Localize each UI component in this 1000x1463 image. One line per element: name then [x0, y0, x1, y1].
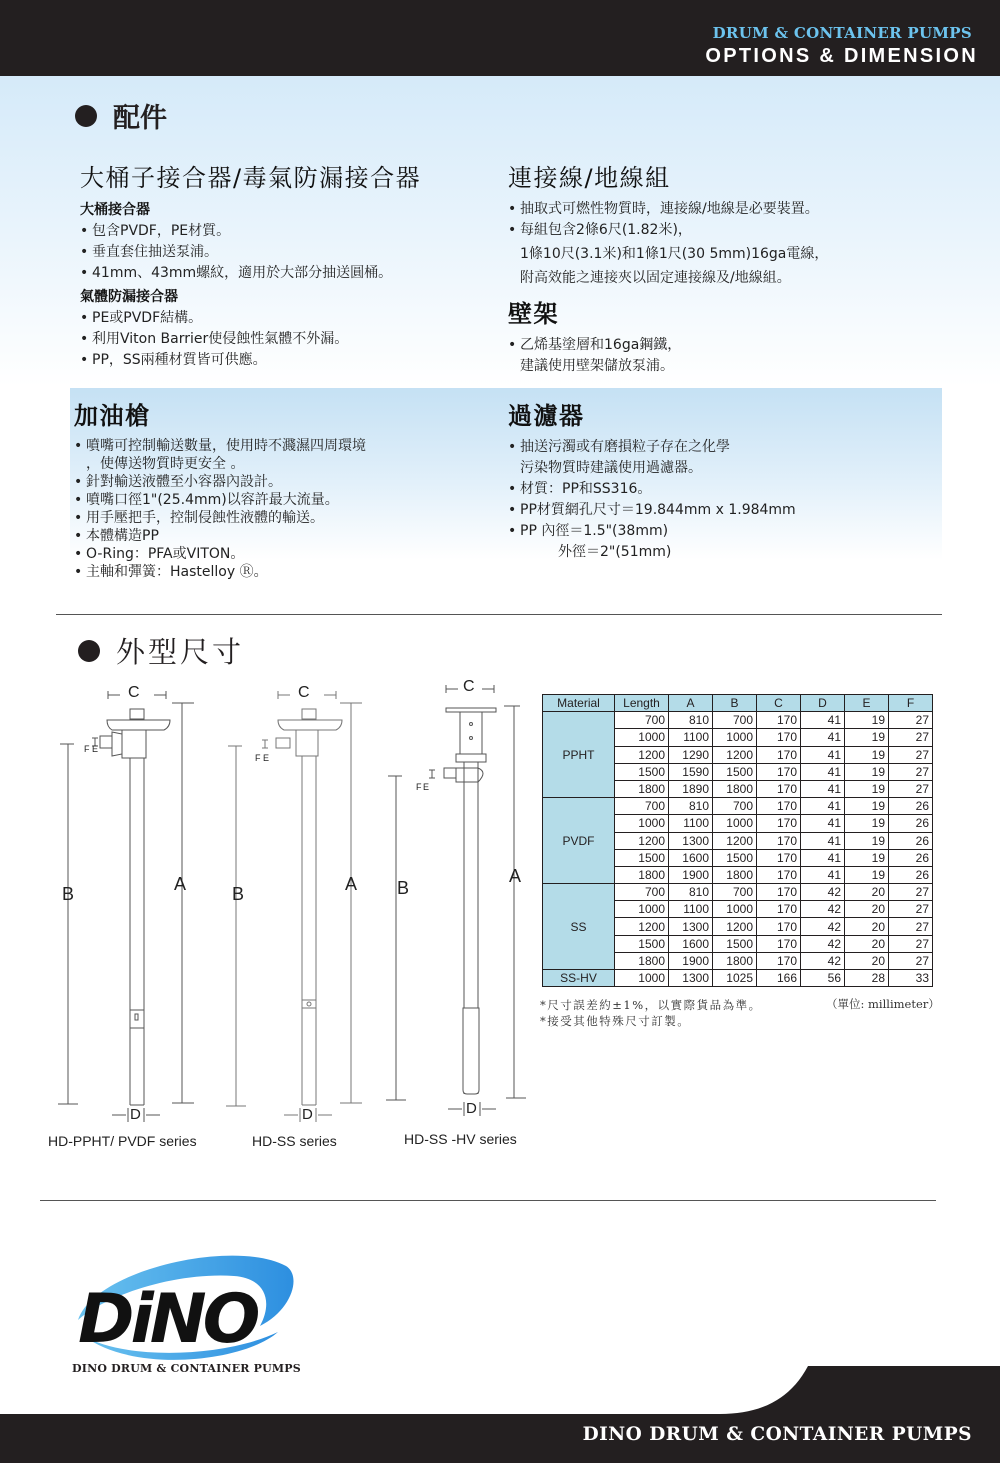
list-item — [74, 437, 494, 473]
table-cell: 1100 — [669, 815, 713, 832]
series-label-ss: HD-SS series — [252, 1133, 337, 1149]
table-cell: 170 — [757, 729, 801, 746]
table-cell: 170 — [757, 866, 801, 883]
table-cell: 170 — [757, 952, 801, 969]
column-header: D — [801, 695, 845, 712]
dim-label-f: F — [416, 782, 422, 792]
table-cell: 700 — [713, 798, 757, 815]
section-divider — [40, 1200, 936, 1201]
table-cell: 1000 — [713, 815, 757, 832]
footnote: *尺寸誤差約±1%，以實際貨品為準。 — [540, 998, 762, 1012]
list-item: • 本體構造PP — [74, 527, 494, 545]
table-cell: 170 — [757, 763, 801, 780]
table-cell: 27 — [889, 746, 933, 763]
list-item-text: • PP 內徑＝1.5"(38mm) — [520, 523, 669, 539]
list-item: • PP，SS兩種材質皆可供應。 — [80, 350, 490, 371]
table-cell: 1500 — [615, 849, 669, 866]
table-cell: 1300 — [669, 970, 713, 987]
drum-adapter-title: 大桶子接合器/毒氣防漏接合器 — [80, 164, 422, 192]
dim-label-c: C — [128, 684, 140, 701]
table-cell: 20 — [845, 952, 889, 969]
material-cell: SS-HV — [543, 970, 615, 987]
table-cell: 26 — [889, 849, 933, 866]
table-cell: 1900 — [669, 952, 713, 969]
table-cell: 170 — [757, 780, 801, 797]
table-cell: 1000 — [615, 729, 669, 746]
table-cell: 1800 — [615, 866, 669, 883]
accessories-heading — [75, 96, 167, 135]
series-label-ppht-pvdf: HD-PPHT/ PVDF series — [48, 1133, 197, 1149]
table-cell: 170 — [757, 849, 801, 866]
table-cell: 26 — [889, 866, 933, 883]
wall-bracket-title: 壁架 — [508, 300, 559, 328]
table-cell: 1200 — [713, 918, 757, 935]
table-cell: 42 — [801, 952, 845, 969]
table-cell: 700 — [615, 798, 669, 815]
table-cell: 20 — [845, 901, 889, 918]
pump-drawing-ss-hv — [386, 685, 526, 1116]
table-cell: 1890 — [669, 780, 713, 797]
list-item-text: ，使傳送物質時更安全 。 — [86, 456, 245, 472]
column-header: E — [845, 695, 889, 712]
list-item-text: • 每組包含2條6尺(1.82米)， — [520, 222, 692, 238]
list-item-text: • 抽送污濁或有磨損粒子存在之化學 — [520, 439, 730, 455]
table-cell: 1500 — [713, 935, 757, 952]
table-cell: 33 — [889, 970, 933, 987]
nozzle-title: 加油槍 — [74, 402, 151, 430]
pump-drawings — [40, 672, 540, 1132]
table-cell: 41 — [801, 763, 845, 780]
table-cell: 810 — [669, 884, 713, 901]
list-item — [508, 437, 948, 479]
table-cell: 27 — [889, 729, 933, 746]
header-title: OPTIONS & DIMENSION — [705, 45, 978, 67]
table-cell: 1900 — [669, 866, 713, 883]
table-cell: 1500 — [615, 763, 669, 780]
table-cell: 1200 — [713, 746, 757, 763]
accessories-title: 配件 — [113, 103, 167, 134]
list-item: • O-Ring：PFA或VITON。 — [74, 545, 494, 563]
table-cell: 1300 — [669, 918, 713, 935]
table-cell: 1590 — [669, 763, 713, 780]
table-cell: 19 — [845, 746, 889, 763]
material-cell: SS — [543, 884, 615, 970]
table-cell: 41 — [801, 866, 845, 883]
table-header-row — [543, 695, 933, 712]
table-cell: 1500 — [713, 849, 757, 866]
table-row — [543, 798, 933, 815]
table-cell: 1300 — [669, 832, 713, 849]
footer-title: DINO DRUM & CONTAINER PUMPS — [582, 1424, 972, 1445]
group-heading: 氣體防漏接合器 — [80, 289, 178, 305]
table-cell: 1800 — [713, 866, 757, 883]
table-cell: 19 — [845, 712, 889, 729]
table-cell: 1000 — [615, 970, 669, 987]
table-cell: 27 — [889, 763, 933, 780]
filter-box — [508, 396, 948, 563]
table-cell: 170 — [757, 712, 801, 729]
table-cell: 1800 — [615, 952, 669, 969]
table-cell: 1600 — [669, 935, 713, 952]
dim-label-d: D — [466, 1100, 477, 1117]
table-cell: 1200 — [615, 918, 669, 935]
table-cell: 1200 — [615, 746, 669, 763]
list-item-text: 外徑＝2"(51mm) — [558, 544, 672, 560]
material-cell: PPHT — [543, 712, 615, 798]
table-cell: 20 — [845, 918, 889, 935]
grounding-box — [508, 158, 948, 289]
table-cell: 170 — [757, 901, 801, 918]
list-item: • 垂直套住抽送泵浦。 — [80, 242, 490, 263]
list-item: • 包含PVDF，PE材質。 — [80, 221, 490, 242]
dim-label-c: C — [463, 678, 475, 695]
list-item — [508, 199, 948, 220]
column-header: B — [713, 695, 757, 712]
table-cell: 1600 — [669, 849, 713, 866]
table-cell: 27 — [889, 918, 933, 935]
table-cell: 26 — [889, 832, 933, 849]
table-cell: 1000 — [713, 729, 757, 746]
column-header: C — [757, 695, 801, 712]
table-cell: 41 — [801, 815, 845, 832]
table-cell: 1000 — [615, 901, 669, 918]
dim-label-a: A — [509, 866, 522, 886]
table-cell: 56 — [801, 970, 845, 987]
group-heading: 大桶接合器 — [80, 202, 150, 218]
dim-label-a: A — [174, 874, 187, 894]
dim-label-b: B — [62, 884, 75, 904]
table-cell: 26 — [889, 815, 933, 832]
table-cell: 19 — [845, 832, 889, 849]
column-header: Material — [543, 695, 615, 712]
table-cell: 1000 — [713, 901, 757, 918]
table-cell: 1100 — [669, 901, 713, 918]
table-cell: 170 — [757, 798, 801, 815]
bullet-dot-icon — [78, 640, 100, 662]
list-item: • PP材質網孔尺寸＝19.844mm x 1.984mm — [508, 500, 948, 521]
dim-label-a: A — [345, 874, 358, 894]
list-item — [508, 220, 948, 289]
table-cell: 1800 — [713, 780, 757, 797]
table-cell: 20 — [845, 884, 889, 901]
section-divider — [56, 614, 942, 615]
filter-title: 過濾器 — [508, 402, 585, 430]
table-cell: 28 — [845, 970, 889, 987]
material-cell: PVDF — [543, 798, 615, 884]
table-cell: 27 — [889, 780, 933, 797]
logo-caption: DINO DRUM & CONTAINER PUMPS — [72, 1362, 301, 1375]
table-cell: 1200 — [615, 832, 669, 849]
footer-band — [0, 1360, 1000, 1463]
list-item — [508, 335, 948, 377]
dim-label-f: F — [255, 753, 261, 763]
table-cell: 166 — [757, 970, 801, 987]
table-cell: 19 — [845, 763, 889, 780]
table-cell: 1290 — [669, 746, 713, 763]
table-cell: 42 — [801, 918, 845, 935]
table-cell: 27 — [889, 901, 933, 918]
table-cell: 1500 — [615, 935, 669, 952]
table-cell: 26 — [889, 798, 933, 815]
wall-bracket-box — [508, 294, 948, 377]
table-cell: 41 — [801, 712, 845, 729]
table-cell: 20 — [845, 935, 889, 952]
table-cell: 810 — [669, 798, 713, 815]
grounding-title: 連接線/地線組 — [508, 164, 671, 192]
table-cell: 27 — [889, 952, 933, 969]
table-cell: 700 — [713, 712, 757, 729]
column-header: Length — [615, 695, 669, 712]
pump-drawing-ppht-pvdf — [58, 691, 194, 1122]
table-cell: 1800 — [713, 952, 757, 969]
table-cell: 19 — [845, 815, 889, 832]
dim-label-c: C — [298, 684, 310, 701]
table-cell: 1800 — [615, 780, 669, 797]
table-cell: 19 — [845, 798, 889, 815]
table-cell: 170 — [757, 815, 801, 832]
table-cell: 27 — [889, 712, 933, 729]
list-item — [508, 521, 948, 563]
table-row — [543, 884, 933, 901]
table-cell: 41 — [801, 849, 845, 866]
dim-label-d: D — [130, 1106, 141, 1123]
unit-label: （單位: millimeter） — [826, 997, 940, 1011]
dino-logo — [64, 1240, 304, 1380]
drum-adapter-box — [80, 158, 490, 371]
dim-label-f: F — [84, 744, 90, 754]
list-item: • 噴嘴口徑1"(25.4mm)以容許最大流量。 — [74, 491, 494, 509]
list-item: • 41mm、43mm螺紋，適用於大部分抽送圓桶。 — [80, 263, 490, 284]
nozzle-box — [74, 396, 494, 581]
table-row — [543, 712, 933, 729]
column-header: A — [669, 695, 713, 712]
table-cell: 1000 — [615, 815, 669, 832]
table-cell: 41 — [801, 729, 845, 746]
list-item: • 針對輸送液體至小容器內設計。 — [74, 473, 494, 491]
list-item-text: 建議使用壁架儲放泵浦。 — [520, 358, 674, 374]
table-cell: 27 — [889, 935, 933, 952]
table-cell: 42 — [801, 901, 845, 918]
table-cell: 41 — [801, 746, 845, 763]
table-cell: 170 — [757, 935, 801, 952]
table-cell: 19 — [845, 729, 889, 746]
table-cell: 41 — [801, 832, 845, 849]
table-cell: 1100 — [669, 729, 713, 746]
table-cell: 170 — [757, 832, 801, 849]
dim-label-e: E — [263, 753, 270, 763]
table-body — [543, 712, 933, 987]
list-item-text: • 噴嘴可控制輸送數量，使用時不濺濕四周環境 — [86, 438, 366, 454]
table-cell: 1200 — [713, 832, 757, 849]
table-cell: 41 — [801, 798, 845, 815]
dim-label-e: E — [423, 782, 430, 792]
bullet-dot-icon — [75, 105, 97, 127]
list-item-text: 污染物質時建議使用過濾器。 — [520, 460, 702, 476]
list-item-text: 附高效能之連接夾以固定連接線及/地線組。 — [520, 270, 791, 286]
list-item: • 主軸和彈簧：Hastelloy Ⓡ。 — [74, 563, 494, 581]
table-cell: 700 — [713, 884, 757, 901]
table-cell: 700 — [615, 712, 669, 729]
dim-label-b: B — [232, 884, 245, 904]
list-item-text: 1條10尺(3.1米)和1條1尺(30 5mm)16ga電線， — [520, 246, 829, 262]
column-header: F — [889, 695, 933, 712]
table-cell: 700 — [615, 884, 669, 901]
list-item: • PE或PVDF結構。 — [80, 308, 490, 329]
dim-label-b: B — [397, 878, 410, 898]
dimension-table — [542, 694, 933, 987]
dim-label-e: E — [92, 744, 99, 754]
dimensions-title: 外型尺寸 — [116, 635, 245, 669]
pump-drawing-ss — [226, 691, 362, 1122]
table-cell: 170 — [757, 746, 801, 763]
list-item-text: • 乙烯基塗層和16ga鋼鐵， — [520, 337, 682, 353]
header-subtitle: DRUM & CONTAINER PUMPS — [712, 24, 972, 42]
table-cell: 27 — [889, 884, 933, 901]
table-cell: 170 — [757, 918, 801, 935]
list-item: • 用手壓把手，控制侵蝕性液體的輸送。 — [74, 509, 494, 527]
series-label-ss-hv: HD-SS -HV series — [404, 1131, 517, 1147]
logo-wordmark: DiNO — [78, 1280, 257, 1359]
table-cell: 19 — [845, 866, 889, 883]
table-cell: 19 — [845, 849, 889, 866]
list-item: • 利用Viton Barrier使侵蝕性氣體不外漏。 — [80, 329, 490, 350]
table-cell: 42 — [801, 884, 845, 901]
dim-label-d: D — [302, 1106, 313, 1123]
list-item-text: 抽取式可燃性物質時，連接線/地線是必要裝置。 — [520, 201, 819, 217]
list-item: • 材質：PP和SS316。 — [508, 479, 948, 500]
table-row — [543, 970, 933, 987]
table-cell: 1500 — [713, 763, 757, 780]
table-cell: 42 — [801, 935, 845, 952]
table-cell: 170 — [757, 884, 801, 901]
table-cell: 810 — [669, 712, 713, 729]
table-cell: 1025 — [713, 970, 757, 987]
table-cell: 19 — [845, 780, 889, 797]
table-cell: 41 — [801, 780, 845, 797]
dimensions-heading — [78, 630, 244, 671]
footnote: *接受其他特殊尺寸訂製。 — [540, 1014, 691, 1028]
